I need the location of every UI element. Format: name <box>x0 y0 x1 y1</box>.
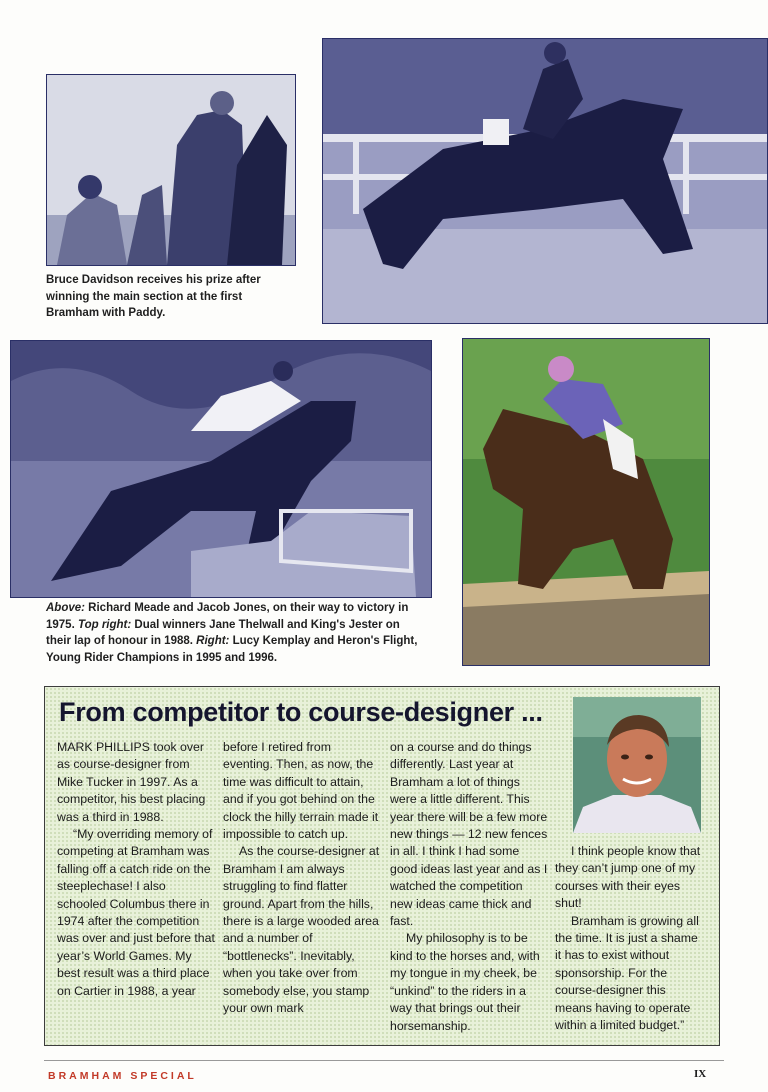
column-3-paragraph-1: on a course and do things differently. Last year at Bramham a lot of things were a little different. This year there will be a few more new things — 12 new fences in all. I think I had some good ideas last year and as I watched the competition new ideas came thick and fast. <box>390 740 548 929</box>
caption-topright-label: Top right: <box>77 618 132 631</box>
page-number: IX <box>694 1068 707 1080</box>
column-4-paragraph-1: I think people know that they can’t jump one of my courses with their eyes shut! <box>555 844 701 911</box>
column-1-paragraph-2: “My overriding memory of competing at Bramham was falling off a catch ride on the steeplechase! I also schooled Columbus there in 1974 after the competition was over and just before that year’s World Games. My best result was a third place on Cartier in 1988, a year <box>57 827 215 998</box>
photo-richard-meade <box>10 340 432 598</box>
column-4-paragraph-2: Bramham is growing all the time. It is just a shame it has to exist without sponsorship. For the course-designer this means having to operate within a limited budget.” <box>555 913 699 1033</box>
caption-above-text: Richard Meade and Jacob Jones, on their way to victory in 1975. <box>46 602 409 631</box>
caption-right-text: Lucy Kemplay and Heron's Flight, Young Rider Champions in 1995 and 1996. <box>46 635 418 664</box>
column-3-paragraph-2: My philosophy is to be kind to the horses and, with my tongue in my cheek, be “unkind” to the riders in a way that brings out their horsemanship. <box>390 931 540 1033</box>
article-column-2 <box>223 739 381 1018</box>
article-column-1 <box>57 739 215 1000</box>
caption-bruce-davidson <box>46 272 278 322</box>
column-2-paragraph-2: As the course-designer at Bramham I am always struggling to find flatter ground. Apart from the hills, there is a large wooded area and a number of “bottlenecks”. Inevitably, when you take over from somebody else, you stamp your own mark <box>223 844 380 1016</box>
footer-rule <box>44 1060 724 1061</box>
photo-lucy-kemplay <box>462 338 710 666</box>
column-1-paragraph-1: MARK PHILLIPS took over as course-designer from Mike Tucker in 1997. As a competitor, his best placing was a third in 1988. <box>57 740 206 824</box>
caption-bruce-davidson-text: Bruce Davidson receives his prize after winning the main section at the first Bramham with Paddy. <box>46 274 261 319</box>
sidebar-article <box>44 686 720 1046</box>
column-2-paragraph-1: before I retired from eventing. Then, as now, the time was difficult to attain, and if you got behind on the clock the hilly terrain made it impossible to catch up. <box>223 740 379 842</box>
photo-bruce-davidson <box>46 74 296 266</box>
caption-above-label: Above: <box>46 602 85 614</box>
photo-jane-thelwall <box>322 38 768 324</box>
caption-topright-text: Dual winners Jane Thelwall and King's Jester on their lap of honour in 1988. <box>46 618 400 647</box>
caption-photos <box>46 600 426 666</box>
footer-section-label: BRAMHAM SPECIAL <box>48 1070 197 1082</box>
article-column-4 <box>555 843 705 1034</box>
photo-mark-phillips <box>573 697 701 833</box>
caption-right-label: Right: <box>196 635 230 647</box>
sidebar-title: From competitor to course-designer ... <box>59 697 543 727</box>
article-column-3 <box>390 739 548 1035</box>
